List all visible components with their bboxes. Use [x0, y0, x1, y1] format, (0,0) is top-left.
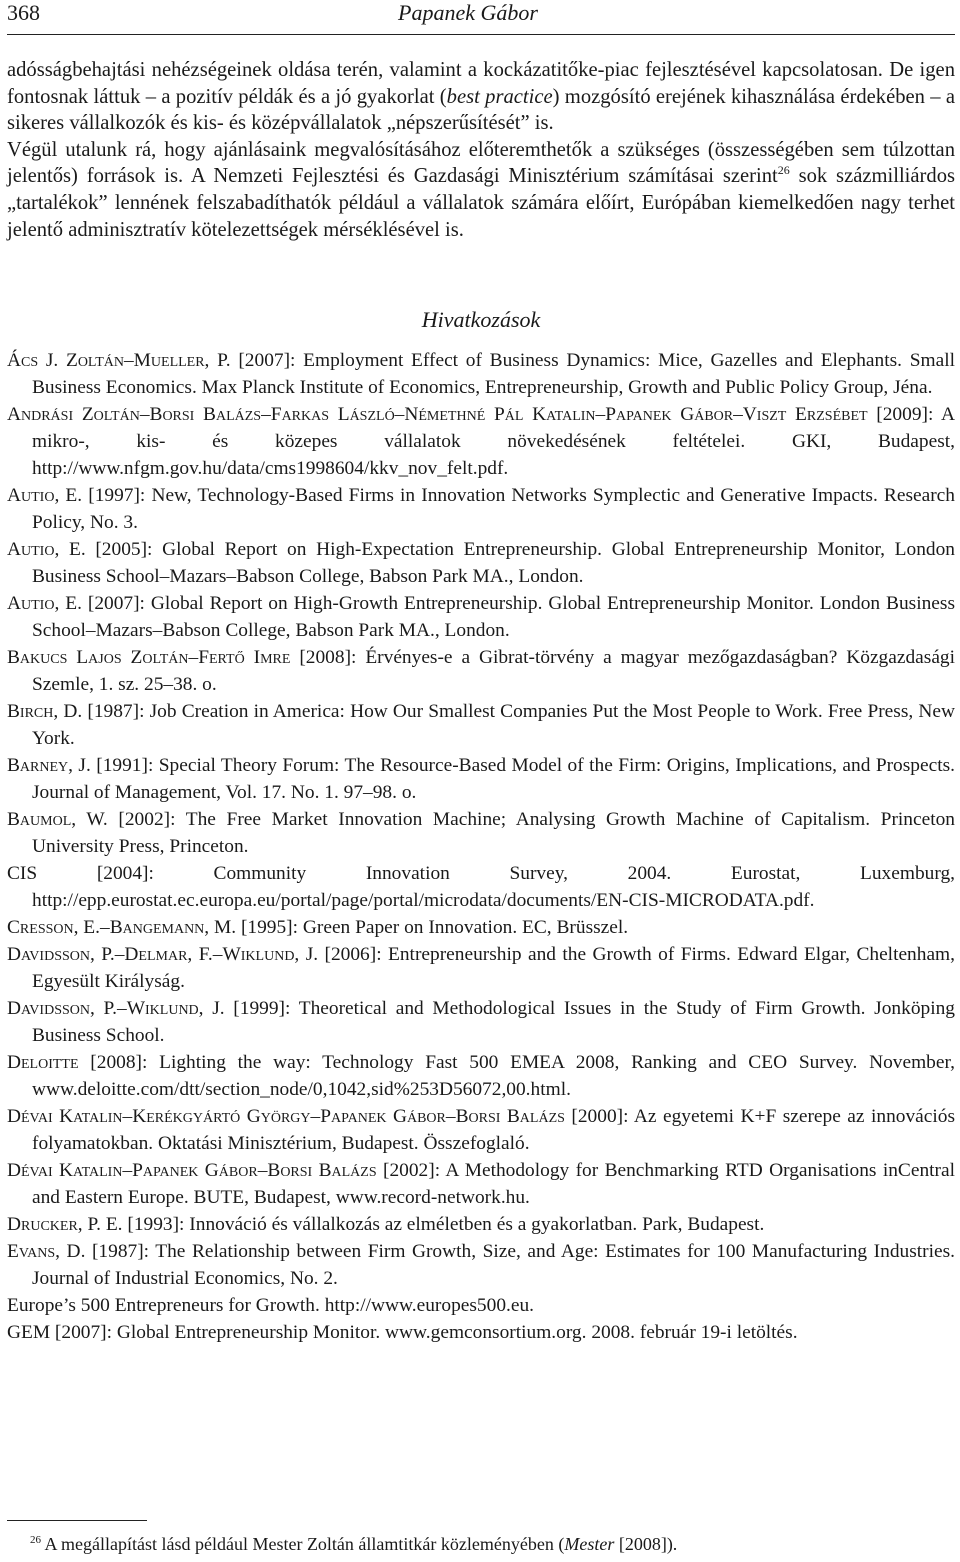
reference-authors: Deloitte — [7, 1052, 79, 1074]
paragraph-1-part-a: adósságbehajtási nehézségeinek oldása terén, valamint a kockázatitőke-piac fejlesztésével kapcsolatosan. De igen fontosnak láttuk – a pozitív példák és a jó gyakorlat ( — [7, 59, 955, 108]
reference-authors: Bakucs Lajos Zoltán–Fertő Imre — [7, 647, 291, 669]
paragraph-2-part-b: sok százmilliárdos „tartalékok” lennének felszabadíthatók például a vállalatok számára előírt, Európában kiemelkedően nagy terhet jelentő adminisztratív kötelezettségek mérséklésével is. — [7, 165, 956, 241]
reference-text: [2008]: Lighting the way: Technology Fast 500 EMEA 2008, Ranking and CEO Survey. November, www.deloitte.com/dtt/section_node/0,1042,sid%253D56072,00.html. — [32, 1052, 955, 1101]
reference-authors: Baumol, W. — [7, 809, 108, 831]
reference-authors: Autio, E. — [7, 539, 86, 561]
reference-text: [2002]: A Methodology for Benchmarking RTD Organisations inCentral and Eastern Europe. BUTE, Budapest, www.record-network.hu. — [32, 1160, 955, 1209]
reference-authors: Cresson, E.–Bangemann, M. — [7, 917, 237, 939]
page — [7, 0, 955, 1346]
reference-entry — [7, 1319, 955, 1346]
reference-text: [1991]: Special Theory Forum: The Resource-Based Model of the Firm: Origins, Implications, and Prospects. Journal of Management, Vol. 17. No. 1. 97–98. o. — [32, 755, 955, 804]
paragraph-2-part-a: Végül utalunk rá, hogy ajánlásaink megvalósításához előteremthetők a szükséges (összességében sem túlzottan jelentős) források is. A Nemzeti Fejlesztési és Gazdasági Minisztérium számításai szerint — [7, 138, 955, 188]
reference-text: Europe’s 500 Entrepreneurs for Growth. http://www.europes500.eu. — [7, 1295, 535, 1317]
reference-authors: Barney, J. — [7, 755, 91, 777]
references-heading: Hivatkozások — [421, 307, 541, 333]
reference-text: [2007]: Employment Effect of Business Dynamics: Mice, Gazelles and Elephants. Small Business Economics. Max Planck Institute of Economics, Entrepreneurship, Growth and Public Policy Group, Jéna. — [32, 350, 955, 399]
reference-entry — [7, 644, 955, 698]
reference-text: GEM [2007]: Global Entrepreneurship Monitor. www.gemconsortium.org. 2008. február 19-i letöltés. — [7, 1322, 798, 1344]
reference-entry — [7, 1292, 955, 1319]
reference-authors: Drucker, P. E. — [7, 1214, 123, 1236]
reference-authors: Davidsson, P.–Wiklund, J. — [7, 998, 225, 1020]
footnote-number: 26 — [30, 1534, 41, 1546]
reference-text: CIS [2004]: Community Innovation Survey, 2004. Eurostat, Luxemburg, http://epp.eurostat.ec.europa.eu/portal/page/portal/microdata/documents/EN-CIS-MICRODATA.pdf. — [7, 863, 955, 912]
footnote-divider — [7, 1520, 147, 1521]
reference-entry — [7, 1238, 955, 1292]
reference-text: [1997]: New, Technology-Based Firms in Innovation Networks Symplectic and Generative Impacts. Research Policy, No. 3. — [32, 485, 955, 534]
reference-authors: Birch, D. — [7, 701, 83, 723]
reference-entry — [7, 860, 955, 914]
reference-authors: Andrási Zoltán–Borsi Balázs–Farkas László–Némethné Pál Katalin–Papanek Gábor–Viszt Erzsébet — [7, 404, 868, 426]
reference-text: [2000]: Az egyetemi K+F szerepe az innovációs folyamatokban. Oktatási Minisztérium, Budapest. Összefoglaló. — [32, 1106, 955, 1155]
reference-entry — [7, 590, 955, 644]
reference-list — [7, 347, 955, 1346]
running-header — [7, 0, 955, 35]
reference-authors: Autio, E. — [7, 485, 83, 507]
reference-entry — [7, 482, 955, 536]
footnote — [30, 1532, 950, 1556]
reference-entry — [7, 1157, 955, 1211]
reference-text: [2002]: The Free Market Innovation Machine; Analysing Growth Machine of Capitalism. Princeton University Press, Princeton. — [32, 809, 955, 858]
reference-text: [2007]: Global Report on High-Growth Entrepreneurship. Global Entrepreneurship Monitor. London Business School–Mazars–Babson College, Babson Park MA., London. — [32, 593, 956, 642]
reference-authors: Dévai Katalin–Kerékgyártó György–Papanek Gábor–Borsi Balázs — [7, 1106, 565, 1128]
reference-entry — [7, 941, 955, 995]
reference-authors: Evans, D. — [7, 1241, 86, 1263]
reference-text: [1993]: Innováció és vállalkozás az elméletben és a gyakorlatban. Park, Budapest. — [122, 1214, 765, 1236]
reference-text: [1987]: Job Creation in America: How Our Smallest Companies Put the Most People to Work. Free Press, New York. — [32, 701, 955, 750]
running-title: Papanek Gábor — [398, 0, 538, 25]
paragraph-1-italic: best practice — [446, 85, 553, 108]
paragraph-1 — [7, 57, 955, 137]
reference-text: [2005]: Global Report on High-Expectation Entrepreneurship. Global Entrepreneurship Monitor, London Business School–Mazars–Babson College, Babson Park MA., London. — [32, 539, 956, 588]
footnote-text-a: A megállapítást lásd például Mester Zoltán államtitkár közleményében ( — [41, 1534, 565, 1554]
reference-entry — [7, 698, 955, 752]
footnote-marker[interactable]: 26 — [777, 163, 790, 178]
reference-entry — [7, 995, 955, 1049]
reference-entry — [7, 536, 955, 590]
reference-text: [1999]: Theoretical and Methodological Issues in the Study of Firm Growth. Jonköping Business School. — [32, 998, 955, 1047]
reference-authors: Ács J. Zoltán–Mueller, P. — [7, 350, 231, 372]
body-text — [7, 57, 955, 243]
reference-authors: Autio, E. — [7, 593, 82, 615]
reference-entry — [7, 1049, 955, 1103]
reference-entry — [7, 914, 955, 941]
reference-entry — [7, 752, 955, 806]
reference-text: [2008]: Érvényes-e a Gibrat-törvény a magyar mezőgazdaságban? Közgazdasági Szemle, 1. sz. 25–38. o. — [32, 647, 956, 696]
reference-entry — [7, 806, 955, 860]
reference-authors: Davidsson, P.–Delmar, F.–Wiklund, J. — [7, 944, 319, 966]
reference-text: [2009]: A mikro-, kis- és közepes vállalatok növekedésének feltételei. GKI, Budapest, http://www.nfgm.gov.hu/data/cms1998604/kkv_nov_felt.pdf. — [32, 404, 955, 480]
footnote-text-b: [2008]). — [614, 1534, 678, 1554]
reference-text: [1995]: Green Paper on Innovation. EC, Brüsszel. — [236, 917, 629, 939]
reference-text: [2006]: Entrepreneurship and the Growth of Firms. Edward Elgar, Cheltenham, Egyesült Királyság. — [32, 944, 955, 993]
reference-entry — [7, 401, 955, 482]
reference-entry — [7, 347, 955, 401]
footnote-text-italic: Mester — [564, 1534, 615, 1554]
reference-entry — [7, 1103, 955, 1157]
paragraph-1-part-b: ) mozgósító erejének kihasználása érdekében – a sikeres vállalkozók és kis- és középvállalatok „népszerűsítését” is. — [7, 85, 955, 135]
reference-entry — [7, 1211, 955, 1238]
reference-authors: Dévai Katalin–Papanek Gábor–Borsi Balázs — [7, 1160, 377, 1182]
reference-text: [1987]: The Relationship between Firm Growth, Size, and Age: Estimates for 100 Manufacturing Industries. Journal of Industrial Economics, No. 2. — [32, 1241, 955, 1290]
page-number: 368 — [7, 0, 40, 25]
paragraph-2 — [7, 137, 955, 243]
